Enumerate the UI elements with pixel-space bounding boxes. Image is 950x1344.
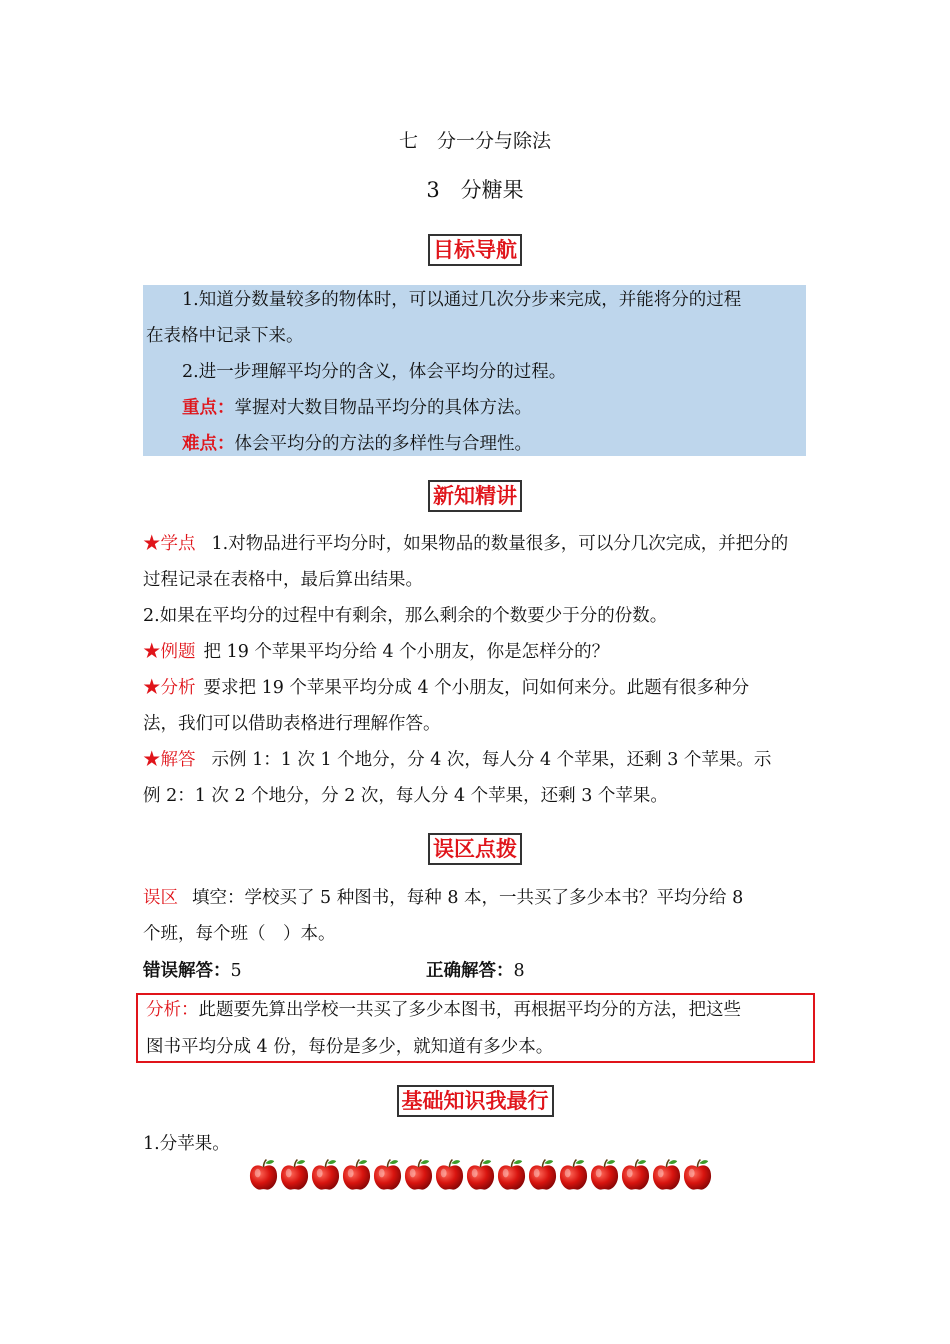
answer-line-1: 示例 1：1 次 1 个地分，分 4 次，每人分 4 个苹果，还剩 3 个苹果。示 [211, 750, 772, 770]
analysis-line-2: 法，我们可以借助表格进行理解作答。 [143, 714, 441, 734]
answer [143, 747, 771, 773]
mistakes-heading-wrap [0, 833, 950, 865]
wrong-answer [143, 958, 242, 984]
lesson-title: 3 分糖果 [426, 178, 524, 202]
correct-answer [426, 958, 525, 984]
basics-heading: 基础知识我最行 [397, 1085, 554, 1117]
wrong-answer-label: 错误解答： [143, 961, 231, 981]
answer-label: ★解答 [143, 750, 196, 770]
apple-icon [527, 1158, 558, 1192]
knowledge-point-item-2: 2.如果在平均分的过程中有剩余，那么剩余的个数要少于分的份数。 [143, 606, 668, 626]
difficulty-point [182, 431, 532, 457]
apples-row [248, 1158, 713, 1194]
mistake-analysis-line-2: 图书平均分成 4 份，每份是多少，就知道有多少本。 [146, 1037, 554, 1057]
apple-icon [589, 1158, 620, 1192]
example-text: 把 19 个苹果平均分给 4 个小朋友，你是怎样分的？ [203, 642, 610, 662]
mistakes-heading: 误区点拨 [428, 833, 522, 865]
knowledge-heading: 新知精讲 [428, 480, 522, 512]
goal-item-2: 2.进一步理解平均分的含义，体会平均分的过程。 [182, 362, 567, 382]
knowledge-point-line-1: 1.对物品进行平均分时，如果物品的数量很多，可以分几次完成，并把分的 [211, 534, 789, 554]
apple-icon [248, 1158, 279, 1192]
mistake-analysis-line-1: 此题要先算出学校一共买了多少本图书，再根据平均分的方法，把这些 [198, 1000, 741, 1020]
key-point-label: 重点： [182, 398, 235, 418]
analysis [143, 675, 749, 701]
apple-icon [372, 1158, 403, 1192]
mistake-analysis [146, 997, 741, 1023]
apple-icon [496, 1158, 527, 1192]
apple-icon [403, 1158, 434, 1192]
difficulty-text: 体会平均分的方法的多样性与合理性。 [234, 434, 532, 454]
goals-heading: 目标导航 [428, 234, 522, 266]
apple-icon [620, 1158, 651, 1192]
knowledge-point [143, 531, 788, 557]
apple-icon [558, 1158, 589, 1192]
difficulty-label: 难点： [182, 434, 235, 454]
apple-icon [682, 1158, 713, 1192]
goal-item-1-line-2: 在表格中记录下来。 [146, 326, 304, 346]
correct-answer-label: 正确解答： [426, 961, 514, 981]
example-label: ★例题 [143, 642, 196, 662]
goal-item-1-line-1: 1.知道分数量较多的物体时，可以通过几次分步来完成，并能将分的过程 [182, 290, 742, 310]
wrong-answer-value: 5 [230, 961, 242, 981]
example [143, 639, 609, 665]
basics-heading-wrap [0, 1085, 950, 1117]
mistake-question [143, 885, 743, 911]
knowledge-heading-wrap [0, 480, 950, 512]
apple-icon [465, 1158, 496, 1192]
apple-icon [651, 1158, 682, 1192]
exercise-question-1: 1.分苹果。 [143, 1134, 230, 1154]
analysis-line-1: 要求把 19 个苹果平均分成 4 个小朋友，问如何来分。此题有很多种分 [203, 678, 750, 698]
analysis-label: ★分析 [143, 678, 196, 698]
mistake-question-line-1: 填空：学校买了 5 种图书，每种 8 本，一共买了多少本书？平均分给 8 [192, 888, 744, 908]
apple-icon [279, 1158, 310, 1192]
goals-heading-wrap [0, 234, 950, 266]
knowledge-point-label: ★学点 [143, 534, 196, 554]
mistake-analysis-label: 分析： [146, 1000, 199, 1020]
apple-icon [434, 1158, 465, 1192]
key-point [182, 395, 532, 421]
mistake-label: 误区 [143, 888, 178, 908]
apple-icon [310, 1158, 341, 1192]
answer-line-2: 例 2：1 次 2 个地分，分 2 次，每人分 4 个苹果，还剩 3 个苹果。 [143, 786, 668, 806]
correct-answer-value: 8 [513, 961, 525, 981]
key-point-text: 掌握对大数目物品平均分的具体方法。 [234, 398, 532, 418]
knowledge-point-line-2: 过程记录在表格中，最后算出结果。 [143, 570, 423, 590]
mistake-question-line-2: 个班，每个班（ ）本。 [143, 924, 336, 944]
apple-icon [341, 1158, 372, 1192]
chapter-title: 七 分一分与除法 [398, 130, 551, 152]
